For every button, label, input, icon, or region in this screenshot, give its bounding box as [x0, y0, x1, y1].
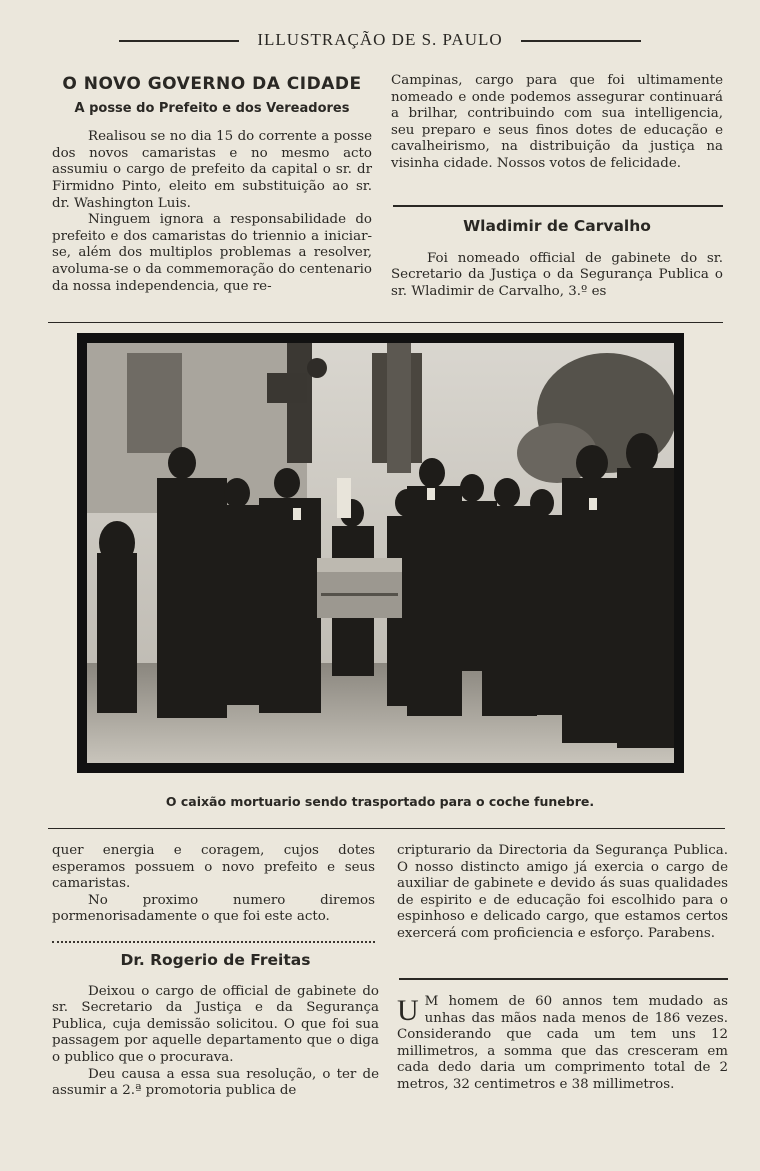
article-rogerio [52, 952, 379, 1100]
article-paragraph: Foi nomeado official de gabinete do sr. Secretario da Justiça o da Segurança Publica o sr. Wladimir de Carvalho, 3.º es [391, 250, 723, 299]
article-wladimir-continued [397, 843, 728, 943]
article-paragraph: quer energia e coragem, cujos dotes esperamos possuem o novo prefeito e seus camaristas. [52, 843, 375, 892]
article-paragraph: Realisou se no dia 15 do corrente a posse dos novos camaristas e no mesmo acto assumiu o cargo de prefeito da capital o sr. dr Firmidno Pinto, eleito em substituição ao sr. dr. Washington Luis. [52, 129, 372, 211]
article-subtitle: A posse do Prefeito e dos Vereadores [74, 100, 350, 116]
funeral-photograph [77, 333, 684, 773]
article-paragraph: Deixou o cargo de official de gabinete do sr. Secretario da Justiça e da Segurança Publica, cuja demissão solicitou. O que foi sua passagem por aquelle departamento que o diga o publico que o procurava. [52, 983, 379, 1065]
article-text: M homem de 60 annos tem mudado as unhas das mãos nada menos de 186 vezes. Considerando que cada um tem uns 12 millimetros, a somma que das cresceram em cada dedo daria um comprimento total de 2 metros, 32 centimetros e 38 millimetros. [397, 994, 728, 1092]
article-paragraph: Ninguem ignora a responsabilidade do prefeito e dos camaristas do triennio a iniciar-se, além dos multiplos problemas a resolver, avoluma-se o da commemoração do centenario da nossa independencia, que re- [52, 212, 372, 294]
masthead-title: ILLUSTRAÇÃO DE S. PAULO [257, 30, 503, 49]
article-paragraph: No proximo numero diremos pormenorisadamente o que foi este acto. [52, 892, 375, 925]
article-paragraph [397, 994, 728, 1094]
article-wladimir [391, 218, 723, 300]
masthead-rule-left [119, 40, 239, 42]
section-divider [399, 978, 728, 980]
photo-caption: O caixão mortuario sendo trasportado para o coche funebre. [165, 794, 595, 809]
article-campinas [391, 73, 723, 173]
article-title: Dr. Rogerio de Freitas [120, 951, 311, 969]
section-divider [48, 322, 723, 323]
article-paragraph: Campinas, cargo para que foi ultimamente nomeado e onde podemos assegurar continuará a brilhar, contribuindo com sua intelligencia, seu preparo e seus finos dotes de educação e cavalheirismo, na distribuição da justiça na visinha cidade. Nossos votos de felicidade. [391, 73, 723, 171]
masthead-rule-right [521, 40, 641, 42]
article-paragraph: cripturario da Directoria da Segurança Publica. O nosso distincto amigo já exercia o cargo de auxiliar de gabinete e devido ás suas qualidades de espirito e de educação foi escolhido para o espinhoso e delicado cargo, que estamos certos exercerá com proficiencia e esforço. Parabens. [397, 843, 728, 941]
article-title: Wladimir de Carvalho [463, 217, 651, 235]
wavy-divider [52, 937, 375, 943]
masthead [0, 30, 760, 50]
article-title: O NOVO GOVERNO DA CIDADE [62, 74, 362, 94]
article-paragraph: Deu causa a essa sua resolução, o ter de assumir a 2.ª promotoria publica de [52, 1066, 379, 1099]
article-novo-governo-continued [52, 843, 375, 926]
section-divider [393, 205, 723, 207]
drop-cap: U [397, 994, 419, 1027]
section-divider [48, 828, 725, 829]
article-novo-governo [52, 76, 372, 295]
photo-illustration [87, 343, 674, 763]
article-nails [397, 994, 728, 1094]
